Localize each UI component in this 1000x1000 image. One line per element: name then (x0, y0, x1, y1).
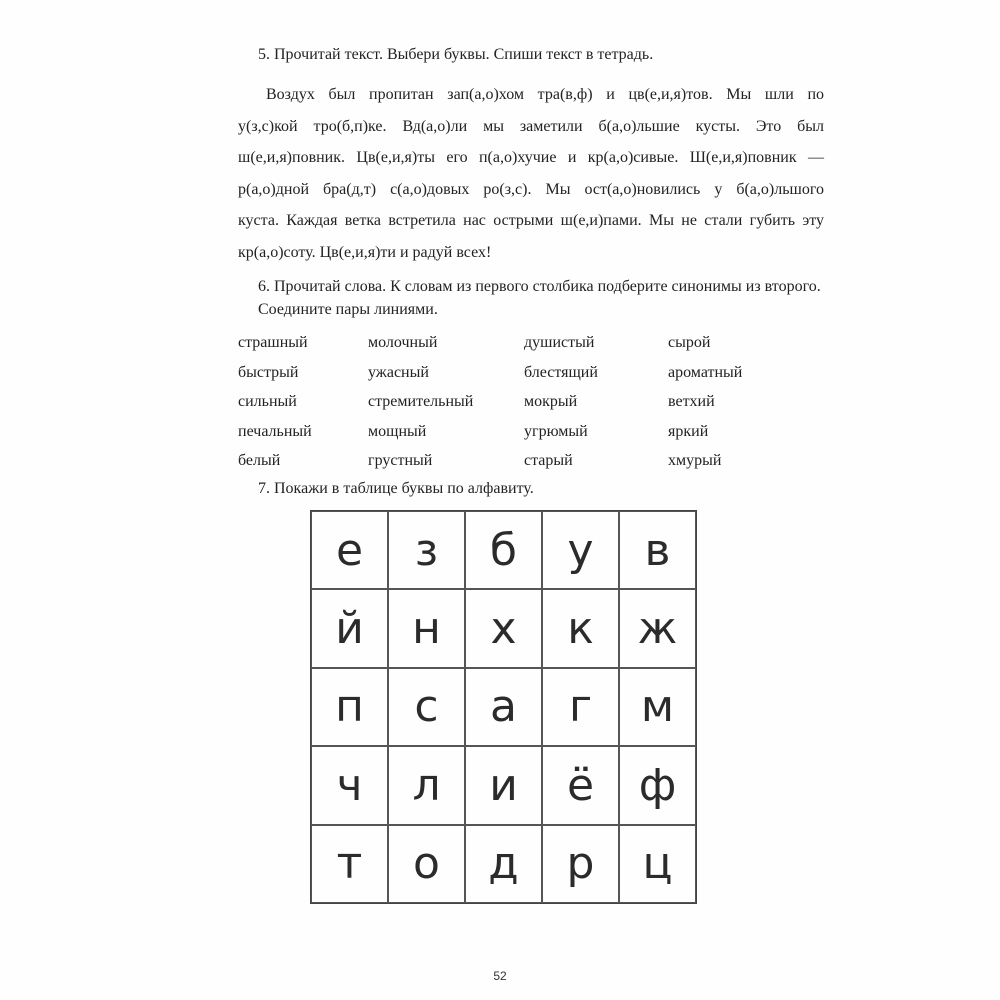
task-5-title: 5. Прочитай текст. Выбери буквы. Спиши текст в тетрадь. (258, 46, 654, 63)
word-item: быстрый (238, 363, 299, 381)
word-item: старый (524, 452, 573, 469)
task-7-title: 7. Покажи в таблице буквы по алфавиту. (258, 480, 534, 497)
text-line: р(а,о)дной бра(д,т) с(а,о)довых ро(з,с). Мы ост(а,о)новились у б(а,о)льшого (238, 180, 824, 198)
letter-cell[interactable]: с (388, 668, 465, 746)
letter-cell[interactable]: б (465, 511, 542, 589)
word-item: мокрый (524, 393, 578, 410)
letter-cell[interactable]: е (311, 511, 388, 589)
word-item: душистый (524, 334, 595, 351)
text-line: куста. Каждая ветка встретила нас острыми ш(е,и)пами. Мы не стали губить эту (238, 212, 824, 229)
word-item: ароматный (668, 363, 743, 381)
word-column-1 (238, 328, 312, 476)
letter-cell[interactable]: к (542, 589, 619, 667)
word-item: молочный (368, 334, 438, 351)
text-line: ш(е,и,я)повник. Цв(е,и,я)ты его п(а,о)хучие и кр(а,о)сивые. Ш(е,и,я)повник — (238, 149, 824, 166)
letter-grid (310, 510, 697, 904)
word-item: яркий (668, 422, 709, 440)
word-column-2 (368, 328, 473, 476)
letter-cell[interactable]: и (465, 746, 542, 824)
letter-cell[interactable]: м (619, 668, 696, 746)
letter-cell[interactable]: й (311, 589, 388, 667)
letter-cell[interactable]: ж (619, 589, 696, 667)
letter-cell[interactable]: п (311, 668, 388, 746)
letter-cell[interactable]: з (388, 511, 465, 589)
letter-cell[interactable]: у (542, 511, 619, 589)
letter-cell[interactable]: в (619, 511, 696, 589)
letter-cell[interactable]: т (311, 825, 388, 903)
word-item: сырой (668, 334, 711, 351)
letter-cell[interactable]: о (388, 825, 465, 903)
letter-cell[interactable]: ф (619, 746, 696, 824)
word-item: печальный (238, 422, 312, 440)
word-column-4 (668, 328, 742, 476)
word-item: мощный (368, 422, 427, 440)
letter-cell[interactable]: р (542, 825, 619, 903)
task-6-title: 6. Прочитай слова. К словам из первого столбика подберите синонимы из второго. Соедините пары линиями. (258, 278, 821, 318)
letter-cell[interactable]: ч (311, 746, 388, 824)
word-item: стремительный (368, 393, 474, 410)
word-item: страшный (238, 334, 308, 351)
letter-cell[interactable]: л (388, 746, 465, 824)
word-column-3 (524, 328, 598, 476)
word-item: хмурый (668, 452, 722, 469)
word-item: ветхий (668, 393, 715, 410)
letter-cell[interactable]: д (465, 825, 542, 903)
synonym-word-columns (238, 328, 824, 478)
letter-cell[interactable]: ц (619, 825, 696, 903)
page-number: 52 (493, 969, 507, 983)
letter-cell[interactable]: х (465, 589, 542, 667)
word-item: сильный (238, 393, 297, 410)
word-item: блестящий (524, 363, 598, 381)
letter-cell[interactable]: н (388, 589, 465, 667)
word-item: грустный (368, 452, 433, 469)
text-line: Воздух был пропитан зап(а,о)хом тра(в,ф) и цв(е,и,я)тов. Мы шли по (266, 86, 824, 103)
task-5-text (238, 79, 824, 268)
letter-cell[interactable]: а (465, 668, 542, 746)
text-line: кр(а,о)соту. Цв(е,и,я)ти и радуй всех! (238, 243, 492, 261)
word-item: угрюмый (524, 422, 588, 440)
text-line: у(з,с)кой тро(б,п)ке. Вд(а,о)ли мы заметили б(а,о)льшие кусты. Это был (238, 117, 824, 135)
letter-cell[interactable]: ё (542, 746, 619, 824)
word-item: ужасный (368, 363, 429, 381)
word-item: белый (238, 452, 281, 469)
letter-cell[interactable]: г (542, 668, 619, 746)
